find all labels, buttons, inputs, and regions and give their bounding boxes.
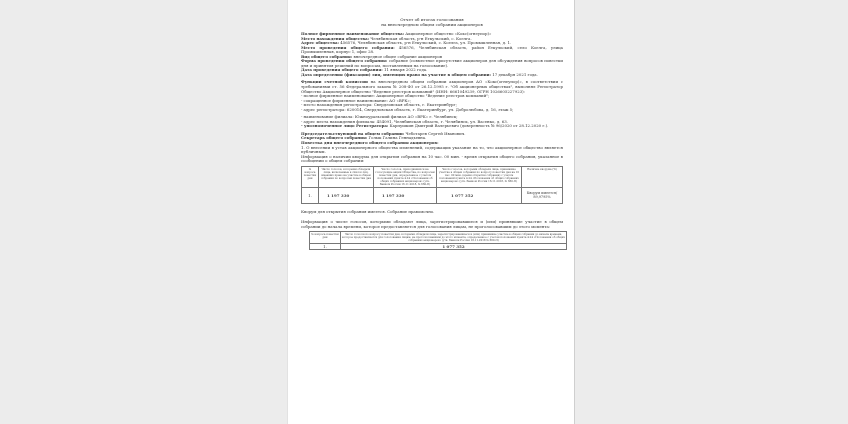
quorum-status: Кворум имеется/ 89,9795% [522,187,563,203]
registrar-full-name: - полное фирменное наименование: Акционерное общество "Ведение реестров компаний"; [301,93,490,99]
agenda-item-1: 1. О внесении в устав акционерного общества изменений, содержащих указание на то, что акционерное общество является публичным. [301,144,563,155]
chairman: Председательствующий на общем собрании: Чеботарев Сергей Иванович. [301,130,466,136]
document-body [301,17,563,250]
quorum-result: Кворум для открытия собрания имеется. Собрание правомочно. [301,208,435,214]
question-number: 1. [302,187,319,203]
agenda-heading: Повестка дня внеочередного общего собрания акционеров: [301,140,439,146]
header-cell: Число голосов по вопросу повестки дня, которыми обладали лица, зарегистрировавшиеся и (или) принявшие участие в общем собрании до начала времени, которое предоставляется для голосования лицам, не проголосовавшим до этого момента, определенное с учетом положений пункта 4.24 «Положения об общих собраниях акционеров» (утв. Банком России 16.11.2018 № 660-П) [342,233,565,243]
header-cell: № вопроса повестки дня [302,166,319,187]
document-page [287,0,575,424]
title-line-1: Отчет об итогах голосования [400,17,464,22]
meeting-type: Вид общего собрания: внеочередное общее собрание акционеров [301,53,443,59]
quorum-table-header [302,166,563,187]
votes-before-deadline: 1 077 352 [341,244,567,250]
votes-table-header [310,232,567,244]
document-title [301,17,563,27]
registrar-address: - адрес регистратора: 620014, Свердловская область, г. Екатеринбург, ул. Добролюбова, д. 16, этаж 5; [301,106,514,112]
votes-table [309,231,567,250]
meeting-form: Форма проведения общего собрания: собрание (совместное присутствие акционеров для обсуждения вопросов повестки дня и принятия решений по вопросам, поставленным на голосование). [301,58,563,68]
title-line-2: на внеочередном общем собрании акционеров [381,22,483,27]
votes-per-shares: 1 197 330 [374,187,437,203]
meeting-date: Дата проведения общего собрания: 11 января 2022 года. [301,67,428,73]
branch-address: - адрес места нахождения филиала: 454091, Челябинская область, г. Челябинск, ул. Васенко, д. 63. [301,118,508,124]
question-number: 1. [310,244,341,250]
votes-in-list: 1 197 330 [319,187,374,203]
company-location: Место нахождения общества: Челябинская область, р-н Еткульский, с. Коелга. [301,35,472,41]
votes-info: Информация о числе голосов, которыми обладают лица, зарегистрировавшиеся и (или) принявшие участие в общем собрании до начала времени, которое предоставляется для голосования лицам, не проголосовавшим до этого момента: [301,219,563,229]
table-row [310,244,567,250]
record-date: Дата определения (фиксации) лиц, имеющих право на участие в общем собрании: 17 декабря 2021 года. [301,71,538,77]
registrar-authorized-person: - уполномоченное лицо Регистратора: Карпушкин Дмитрий Валерьевич (доверенность № 96/2020 от 28.12.2020 г.). [301,123,549,129]
secretary: Секретарь общего собрания: Голык Галина Геннадьевна. [301,135,427,141]
votes-participated: 1 077 352 [437,187,522,203]
quorum-info: Информация о наличии кворума для открытия собрания на 10 час. 00 мин. - время открытия общего собрания, указанное в сообщении о общем собрании: [301,153,563,164]
header-cell: Наличие кворума (%) [522,166,563,187]
quorum-table [301,166,563,204]
header-cell: Число голосов, приходившихся на голосующие акции Общества, по вопросам повестки дня, определенное с учетом положений пункта 4.24 «Положения об общих собраниях акционеров» (утв. Банком России 16.11.2018, № 660-П) [375,167,435,186]
registrar-location: - место нахождения регистратора: Свердловская область, г. Екатеринбург; [301,102,457,108]
counting-commission: Функции счетной комиссии на внеочередном общем собрании акционеров АО «Кокс(огнеупор)», в соответствии с требованиями ст. 56 Федерального закона № 208-ФЗ от 26.12.1995 г. "Об акционерных обществах", выполнял Регистратор Общество Акционерное общество "Ведение реестров компаний" (ИНН: 6661049239, ОГРН 1026605227923): [301,79,563,94]
company-full-name: Полное фирменное наименование общества: Акционерное общество «Кокс(огнеупор)» [301,31,492,36]
table-row [302,187,563,203]
meeting-place: Место проведения общего собрания: 456576, Челябинская область, район Еткульский, село Коелга, улица Промышленная, корпус 1, офис 28. [301,44,563,55]
header-cell: Число голосов, которыми обладали лица, принявшие участие в общем собрании по вопросу повестки дня на 10 час. 00 мин. (время открытия собрания) с учетом положений пункта 4.24 «Положения об общих собраниях акционеров» (утв. Банком России 16.11.2018, № 660-П) [437,166,522,187]
header-cell: № вопроса повестки дня [310,232,341,244]
company-address: Адрес общества: 456576, Челябинская область, р-н Еткульский, с. Коелга, ул. Промышленная, д. 1. [301,40,512,46]
registrar-short-name: - сокращенное фирменное наименование: АО «ВРК»; [301,97,412,103]
branch-name: - наименование филиала: Южноуральский филиал АО «ВРК» г. Челябинск; [301,114,458,120]
header-cell: Число голосов, которыми обладали лица, включенные в список лиц, имевших право на участие в общем собрании по вопросам повестки дня [319,166,374,187]
